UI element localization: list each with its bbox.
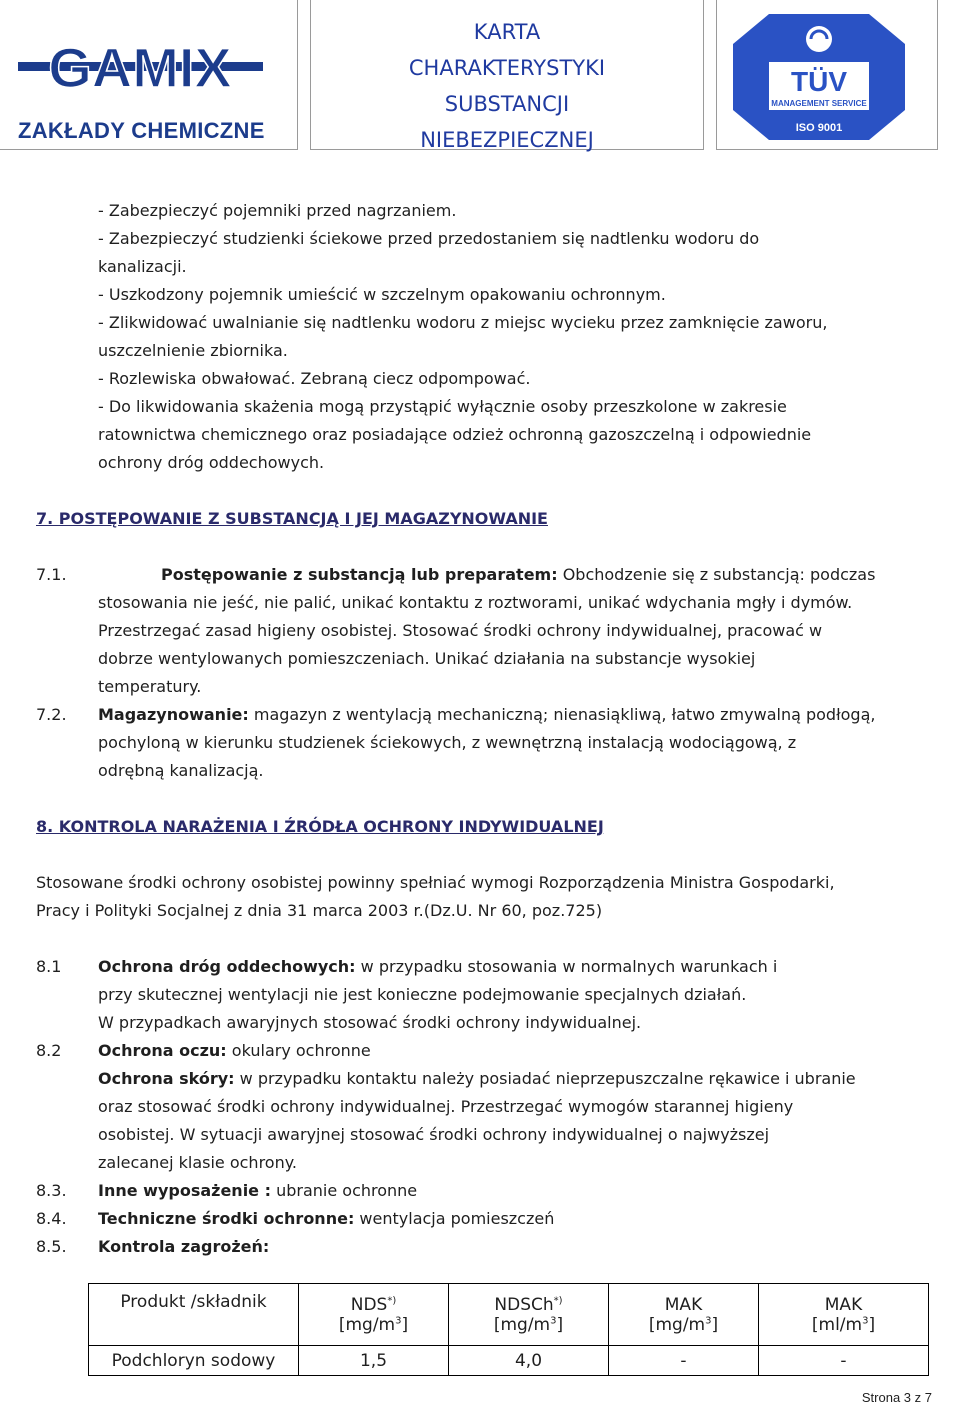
- item-number: 8.5.: [36, 1237, 67, 1256]
- header-cell: [299, 1284, 449, 1346]
- text-line: kanalizacji.: [98, 257, 187, 276]
- page-number: Strona 3 z 7: [861, 1390, 932, 1405]
- table-cell: 1,5: [299, 1346, 449, 1376]
- unit-close: ]: [711, 1314, 719, 1335]
- text-line: - Zabezpieczyć studzienki ściekowe przed przedostaniem się nadtlenku wodoru do: [98, 229, 760, 248]
- item-label: Magazynowanie:: [98, 705, 249, 724]
- skin-protection: [98, 1065, 856, 1093]
- title-line: KARTA: [473, 20, 541, 44]
- text-line: - Rozlewiska obwałować. Zebraną ciecz odpompować.: [98, 369, 531, 388]
- item-label: Techniczne środki ochronne:: [98, 1209, 355, 1228]
- table-cell: -: [759, 1346, 929, 1376]
- header-label: MAK: [664, 1294, 703, 1315]
- header-label: NDS: [350, 1294, 388, 1315]
- item-number: 8.1: [36, 957, 62, 976]
- exposure-limits-table: [88, 1283, 929, 1376]
- unit-exponent: 3: [395, 1314, 402, 1326]
- item-number: 7.2.: [36, 705, 67, 724]
- unit-exponent: 3: [705, 1314, 712, 1326]
- document-title: [314, 14, 700, 158]
- item-text: wentylacja pomieszczeń: [354, 1209, 555, 1228]
- header-label: NDSCh: [494, 1294, 554, 1315]
- item-8-3: [98, 1177, 417, 1205]
- header-cell: [609, 1284, 759, 1346]
- item-number: 8.3.: [36, 1181, 67, 1200]
- text-line: uszczelnienie zbiornika.: [98, 341, 288, 360]
- item-8-4: [98, 1205, 554, 1233]
- table-cell: -: [609, 1346, 759, 1376]
- item-number: 8.2: [36, 1041, 62, 1060]
- item-text: okulary ochronne: [226, 1041, 371, 1060]
- header-cell: Produkt /składnik: [89, 1284, 299, 1346]
- text-line: ochrony dróg oddechowych.: [98, 453, 325, 472]
- item-number: 8.4.: [36, 1209, 67, 1228]
- unit-label: [mg/m: [338, 1314, 396, 1335]
- text-line: - Zabezpieczyć pojemniki przed nagrzaniem.: [98, 201, 457, 220]
- text-line: - Uszkodzony pojemnik umieścić w szczelnym opakowaniu ochronnym.: [98, 285, 666, 304]
- item-text: Obchodzenie się z substancją: podczas: [557, 565, 876, 584]
- item-text: ubranie ochronne: [271, 1181, 418, 1200]
- text-line: Stosowane środki ochrony osobistej powinny spełniać wymogi Rozporządzenia Ministra Gospodarki,: [36, 873, 835, 892]
- table-cell: Podchloryn sodowy: [89, 1346, 299, 1376]
- item-label: Ochrona skóry:: [98, 1069, 235, 1088]
- item-label: Kontrola zagrożeń:: [98, 1237, 270, 1256]
- unit-close: ]: [868, 1314, 876, 1335]
- item-7-1: [161, 561, 875, 589]
- text-line: przy skutecznej wentylacji nie jest konieczne podejmowanie specjalnych działań.: [98, 985, 747, 1004]
- footnote-mark: *): [387, 1294, 397, 1306]
- unit-exponent: 3: [862, 1314, 869, 1326]
- iso-label: ISO 9001: [795, 122, 843, 134]
- text-line: osobistej. W sytuacji awaryjnej stosować środki ochrony indywidualnej o najwyższej: [98, 1125, 770, 1144]
- text-line: W przypadkach awaryjnych stosować środki ochrony indywidualnej.: [98, 1013, 642, 1032]
- item-8-1: [98, 953, 777, 981]
- header-label: MAK: [824, 1294, 863, 1315]
- table-cell: 4,0: [449, 1346, 609, 1376]
- gamix-logo: [18, 40, 263, 92]
- text-line: Przestrzegać zasad higieny osobistej. Stosować środki ochrony indywidualnej, pracować w: [98, 621, 823, 640]
- item-8-2: [98, 1037, 371, 1065]
- table-row: [89, 1346, 929, 1376]
- item-label: Ochrona oczu:: [98, 1041, 227, 1060]
- item-text: w przypadku kontaktu należy posiadać nieprzepuszczalne rękawice i ubranie: [234, 1069, 856, 1088]
- tuv-brand: TÜV: [791, 66, 847, 97]
- table-header-row: [89, 1284, 929, 1346]
- text-line: - Zlikwidować uwalnianie się nadtlenku wodoru z miejsc wycieku przez zamknięcie zaworu,: [98, 313, 828, 332]
- title-line: NIEBEZPIECZNEJ: [420, 128, 594, 152]
- text-line: odrębną kanalizacją.: [98, 761, 264, 780]
- header-cell: [759, 1284, 929, 1346]
- section-8-heading: 8. KONTROLA NARAŻENIA I ŹRÓDŁA OCHRONY INDYWIDUALNEJ: [36, 817, 604, 836]
- tuv-iso-certificate-badge: [733, 14, 905, 140]
- text-line: Pracy i Polityki Socjalnej z dnia 31 marca 2003 r.(Dz.U. Nr 60, poz.725): [36, 901, 603, 920]
- unit-close: ]: [401, 1314, 409, 1335]
- unit-label: [ml/m: [811, 1314, 863, 1335]
- unit-label: [mg/m: [648, 1314, 706, 1335]
- text-line: pochyloną w kierunku studzienek ściekowych, z wewnętrzną instalacją wodociągową, z: [98, 733, 797, 752]
- text-line: temperatury.: [98, 677, 202, 696]
- text-line: ratownictwa chemicznego oraz posiadające odzież ochronną gazoszczelną i odpowiednie: [98, 425, 812, 444]
- unit-label: [mg/m: [493, 1314, 551, 1335]
- item-label: Ochrona dróg oddechowych:: [98, 957, 356, 976]
- footnote-mark: *): [553, 1294, 563, 1306]
- unit-exponent: 3: [550, 1314, 557, 1326]
- company-name: ZAKŁADY CHEMICZNE: [18, 118, 265, 143]
- item-label: Inne wyposażenie :: [98, 1181, 271, 1200]
- item-number: 7.1.: [36, 565, 67, 584]
- header-cell: [449, 1284, 609, 1346]
- unit-close: ]: [556, 1314, 564, 1335]
- item-7-2: [98, 701, 875, 729]
- item-text: w przypadku stosowania w normalnych warunkach i: [355, 957, 778, 976]
- text-line: zalecanej klasie ochrony.: [98, 1153, 297, 1172]
- item-label: Postępowanie z substancją lub preparatem:: [161, 565, 558, 584]
- text-line: dobrze wentylowanych pomieszczeniach. Unikać działania na substancje wysokiej: [98, 649, 756, 668]
- text-line: - Do likwidowania skażenia mogą przystąpić wyłącznie osoby przeszkolone w zakresie: [98, 397, 787, 416]
- title-line: CHARAKTERYSTYKI: [408, 56, 606, 80]
- item-text: magazyn z wentylacją mechaniczną; nienasiąkliwą, łatwo zmywalną podłogą,: [248, 705, 876, 724]
- logo-wordmark: GAMIX: [48, 40, 232, 92]
- text-line: stosowania nie jeść, nie palić, unikać kontaktu z roztworami, unikać wdychania mgły i dymów.: [98, 593, 853, 612]
- section-7-heading: 7. POSTĘPOWANIE Z SUBSTANCJĄ I JEJ MAGAZYNOWANIE: [36, 509, 548, 528]
- title-line: SUBSTANCJI: [444, 92, 570, 116]
- text-line: oraz stosować środki ochrony indywidualnej. Przestrzegać wymogów starannej higieny: [98, 1097, 794, 1116]
- tuv-service: MANAGEMENT SERVICE: [771, 99, 867, 108]
